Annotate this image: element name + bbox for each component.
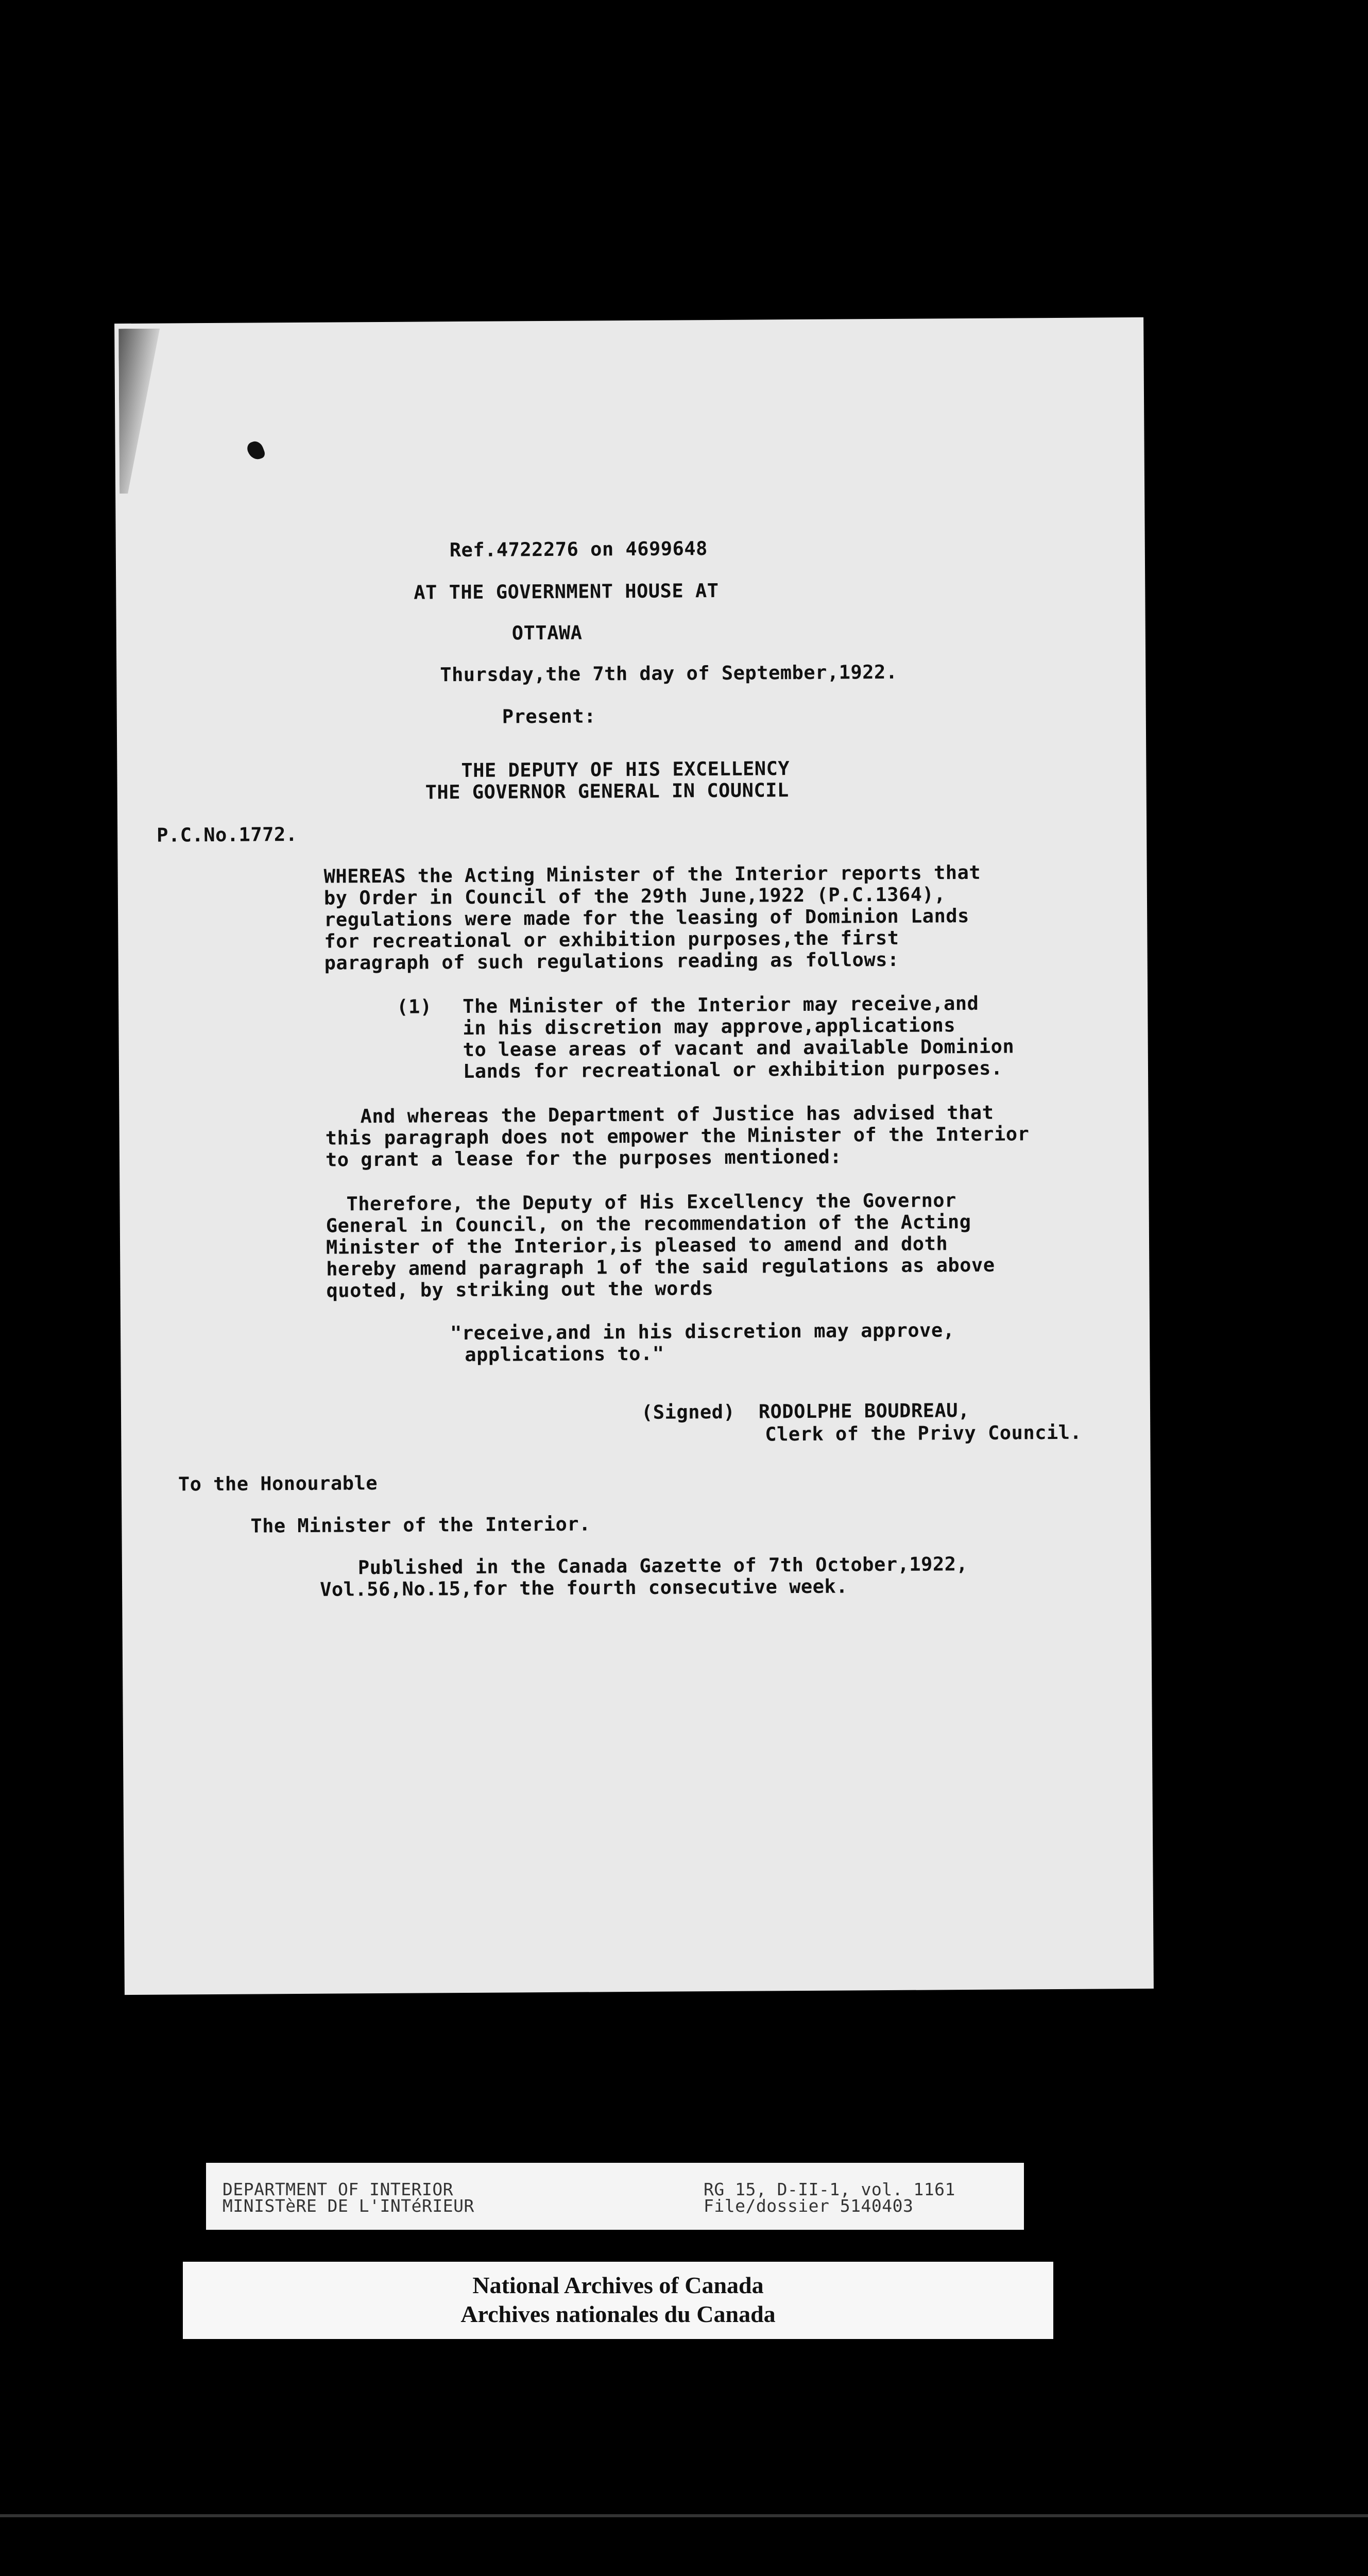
item-number: (1) xyxy=(397,995,432,1018)
quote-line: applications to." xyxy=(465,1342,664,1366)
film-edge-line xyxy=(0,2514,1368,2517)
quote-line: "receive,and in his discretion may approve, xyxy=(450,1319,955,1345)
paragraph-line: The Minister of the Interior may receive,and xyxy=(463,992,979,1018)
paragraph-line: to lease areas of vacant and available Dominion xyxy=(463,1035,1015,1061)
record-group: RG 15, D-II-1, vol. 1161 xyxy=(704,2179,955,2199)
archives-name-english: National Archives of Canada xyxy=(472,2272,764,2298)
paragraph-line: this paragraph does not empower the Minister of the Interior xyxy=(325,1123,1030,1149)
addressee-line: To the Honourable xyxy=(178,1472,378,1496)
minister-line: The Minister of the Interior. xyxy=(250,1513,591,1537)
council-line-1: THE DEPUTY OF HIS EXCELLENCY xyxy=(461,757,790,782)
archives-banner xyxy=(183,2262,1053,2339)
paragraph-line: And whereas the Department of Justice has advised that xyxy=(360,1101,994,1128)
archive-reference-label xyxy=(206,2163,1024,2230)
ink-mark xyxy=(245,439,266,462)
reference-number: Ref.4722276 on 4699648 xyxy=(449,537,708,562)
paragraph-line: in his discretion may approve,applications xyxy=(463,1014,956,1040)
place-line-1: AT THE GOVERNMENT HOUSE AT xyxy=(414,579,719,604)
published-line-1: Published in the Canada Gazette of 7th October,1922, xyxy=(357,1553,968,1579)
council-line-2: THE GOVERNOR GENERAL IN COUNCIL xyxy=(425,779,789,804)
paragraph-line: WHEREAS the Acting Minister of the Interior reports that xyxy=(323,861,981,888)
paragraph-line: hereby amend paragraph 1 of the said regulations as above xyxy=(326,1253,995,1280)
paragraph-line: Therefore, the Deputy of His Excellency the Governor xyxy=(346,1189,957,1215)
pc-number: P.C.No.1772. xyxy=(157,823,298,846)
paragraph-line: Lands for recreational or exhibition purposes. xyxy=(463,1057,1003,1083)
paragraph-line: quoted, by striking out the words xyxy=(326,1277,714,1302)
file-number: File/dossier 5140403 xyxy=(704,2196,914,2216)
date-line: Thursday,the 7th day of September,1922. xyxy=(440,660,898,686)
published-line-2: Vol.56,No.15,for the fourth consecutive week. xyxy=(319,1575,848,1601)
paragraph-line: paragraph of such regulations reading as follows: xyxy=(324,948,899,974)
archives-name-french: Archives nationales du Canada xyxy=(460,2301,776,2327)
paragraph-line: to grant a lease for the purposes mentioned: xyxy=(325,1145,842,1171)
paragraph-line: for recreational or exhibition purposes,the first xyxy=(324,926,899,953)
paragraph-line: Minister of the Interior,is pleased to amend and doth xyxy=(326,1232,948,1259)
department-english: DEPARTMENT OF INTERIOR xyxy=(223,2179,454,2199)
signature-title: Clerk of the Privy Council. xyxy=(765,1421,1082,1446)
signature-line: (Signed) RODOLPHE BOUDREAU, xyxy=(641,1399,970,1423)
paragraph-line: General in Council, on the recommendation of the Acting xyxy=(326,1211,971,1237)
document-page xyxy=(114,317,1154,1995)
paragraph-line: regulations were made for the leasing of Dominion Lands xyxy=(324,905,969,931)
department-french: MINISTèRE DE L'INTéRIEUR xyxy=(223,2196,474,2216)
paragraph-line: by Order in Council of the 29th June,1922 (P.C.1364), xyxy=(323,883,946,909)
present-label: Present: xyxy=(502,705,596,728)
place-line-2: OTTAWA xyxy=(511,621,583,645)
folded-corner xyxy=(118,329,161,494)
